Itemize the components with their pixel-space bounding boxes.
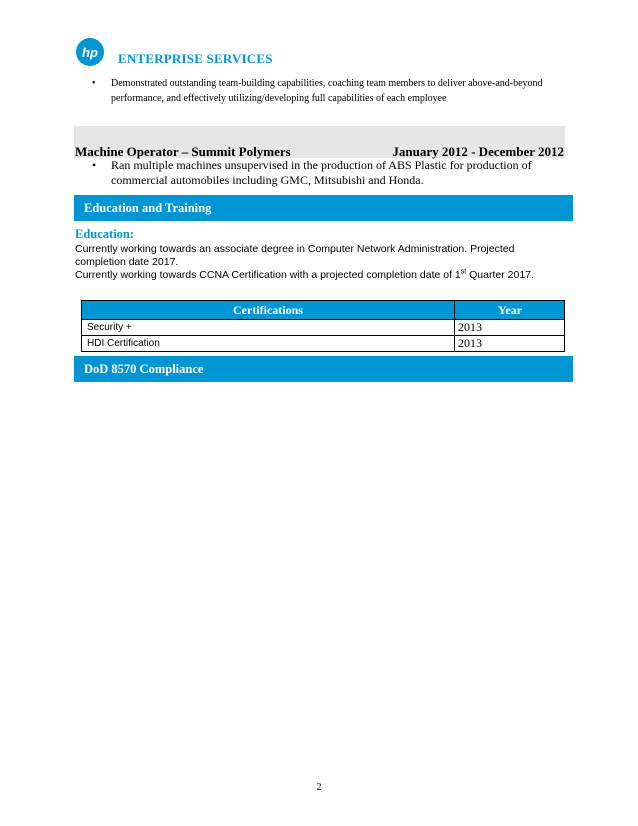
cert-year: 2013 xyxy=(455,336,565,352)
job-bullet-line1: Ran multiple machines unsupervised in the production of ABS Plastic for production of xyxy=(111,158,532,172)
education-section-header xyxy=(74,195,573,221)
education-line: completion date 2017. xyxy=(75,256,179,268)
ccna-text: Currently working towards CCNA Certification with a projected completion date of 1 xyxy=(75,269,461,281)
job-title: Machine Operator – Summit Polymers xyxy=(75,144,291,159)
education-subheading: Education: xyxy=(75,227,135,241)
column-header-certifications: Certifications xyxy=(82,301,455,320)
education-line-ccna xyxy=(75,268,534,282)
ccna-text-end: Quarter 2017. xyxy=(466,269,534,281)
cert-year: 2013 xyxy=(455,320,565,336)
table-header-row xyxy=(82,301,565,320)
ordinal-suffix: st xyxy=(460,268,467,276)
column-header-year: Year xyxy=(455,301,565,320)
bullet-icon: • xyxy=(92,158,97,172)
section-heading: Education and Training xyxy=(84,201,212,215)
dod-section-header xyxy=(74,356,573,382)
page-number: 2 xyxy=(316,782,322,793)
brand-title: ENTERPRISE SERVICES xyxy=(118,51,273,66)
certifications-table xyxy=(81,300,565,352)
job-dates: January 2012 - December 2012 xyxy=(392,144,564,159)
job-bullet-line2: commercial automobiles including GMC, Mitsubishi and Honda. xyxy=(111,173,424,187)
bullet-text-line2: performance, and effectively utilizing/developing full capabilities of each employee xyxy=(111,93,447,104)
section-heading: DoD 8570 Compliance xyxy=(84,362,204,376)
list-item xyxy=(92,76,572,106)
bullet-icon: • xyxy=(92,78,96,89)
svg-text:hp: hp xyxy=(82,45,98,60)
hp-logo xyxy=(76,38,104,66)
education-line: Currently working towards an associate degree in Computer Network Administration. Projected xyxy=(75,243,515,255)
list-item xyxy=(92,158,572,188)
cert-name: HDI Certification xyxy=(82,336,455,352)
bullet-text-line1: Demonstrated outstanding team-building capabilities, coaching team members to deliver above-and-beyond xyxy=(111,78,543,89)
table-row xyxy=(82,320,565,336)
cert-name: Security + xyxy=(82,320,455,336)
table-row xyxy=(82,336,565,352)
